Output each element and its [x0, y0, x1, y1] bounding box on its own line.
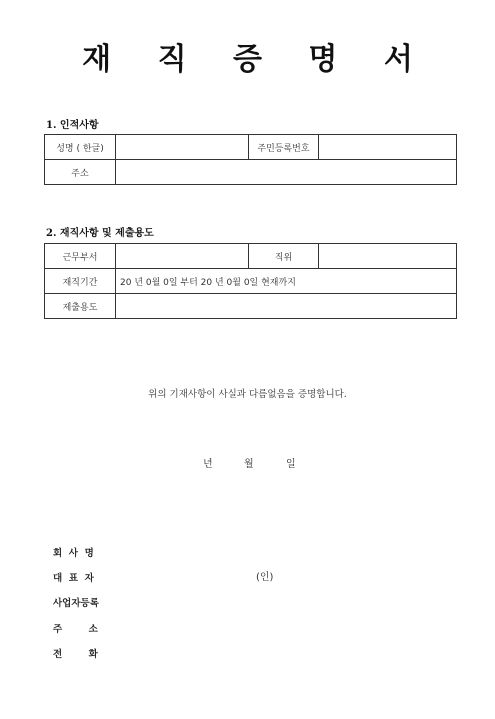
- position-label: 직위: [249, 244, 319, 269]
- employment-info-table: [44, 243, 457, 319]
- date-day: 일: [286, 459, 296, 470]
- rrn-label: 주민등록번호: [249, 135, 319, 160]
- period-field[interactable]: 20 년 0월 0일 부터 20 년 0월 0일 현재까지: [116, 269, 457, 294]
- position-field[interactable]: [319, 244, 457, 269]
- purpose-label: 제출용도: [45, 294, 116, 319]
- date-year: 년: [203, 459, 213, 470]
- table-row: [45, 160, 457, 185]
- name-field[interactable]: [116, 135, 249, 160]
- company-address-label: 주 소: [53, 624, 98, 635]
- dept-label: 근무부서: [45, 244, 116, 269]
- representative-label: 대 표 자: [53, 573, 94, 584]
- date-month: 월: [244, 459, 254, 470]
- address-field[interactable]: [116, 160, 457, 185]
- period-label: 재직기간: [45, 269, 116, 294]
- rrn-field[interactable]: [319, 135, 457, 160]
- company-phone-label: 전 화: [53, 649, 98, 660]
- dept-field[interactable]: [116, 244, 249, 269]
- seal-mark: (인): [256, 572, 274, 583]
- document-title: 재 직 증 명 서: [82, 42, 431, 77]
- certification-statement: 위의 기재사항이 사실과 다름없음을 증명합니다.: [148, 389, 347, 400]
- table-row: [45, 269, 457, 294]
- personal-info-table: [44, 134, 457, 185]
- table-row: [45, 135, 457, 160]
- business-registration-label: 사업자등록: [53, 598, 99, 609]
- table-row: [45, 294, 457, 319]
- table-row: [45, 244, 457, 269]
- section-heading-employment: 2. 재직사항 및 제출용도: [46, 228, 154, 239]
- address-label: 주소: [45, 160, 116, 185]
- section-heading-personal: 1. 인적사항: [46, 120, 99, 131]
- name-label: 성명 ( 한글): [45, 135, 116, 160]
- purpose-field[interactable]: [116, 294, 457, 319]
- company-name-label: 회 사 명: [53, 548, 94, 559]
